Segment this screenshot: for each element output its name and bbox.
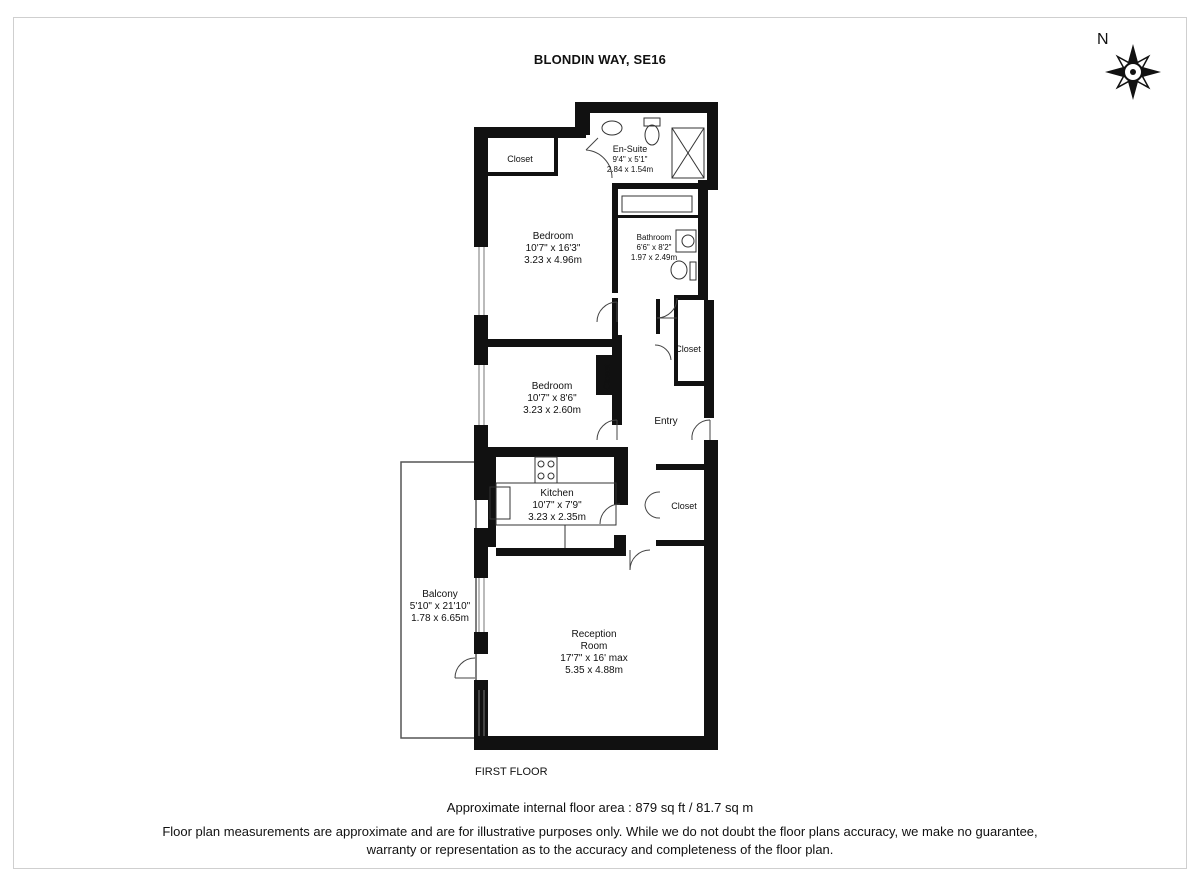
entry-name: Entry bbox=[654, 416, 678, 427]
kitchen-imperial: 10'7" x 7'9" bbox=[532, 500, 582, 511]
bedroom1-name: Bedroom bbox=[532, 231, 574, 242]
balcony-metric: 1.78 x 6.65m bbox=[411, 613, 469, 624]
bedroom1-metric: 3.23 x 4.96m bbox=[524, 255, 582, 266]
disclaimer-line-1: Floor plan measurements are approximate and are for illustrative purposes only. While we do not doubt the floor plans accuracy, we make no guarantee, bbox=[162, 824, 1038, 839]
ensuite-imperial: 9'4" x 5'1" bbox=[612, 155, 648, 164]
bathroom-imperial: 6'6" x 8'2" bbox=[636, 243, 672, 252]
balcony-outline bbox=[401, 462, 476, 738]
compass-rose-icon bbox=[1097, 31, 1164, 103]
bathroom-metric: 1.97 x 2.49m bbox=[630, 253, 678, 262]
compass-north-label: N bbox=[1097, 31, 1109, 48]
floor-name: FIRST FLOOR bbox=[475, 766, 548, 778]
reception-metric: 5.35 x 4.88m bbox=[565, 665, 623, 676]
area-text: Approximate internal floor area : 879 sq ft / 81.7 sq m bbox=[446, 800, 754, 815]
fixtures bbox=[490, 118, 704, 548]
kitchen-name: Kitchen bbox=[540, 488, 574, 499]
closet-label-top: Closet bbox=[507, 154, 533, 164]
disclaimer bbox=[60, 823, 1140, 859]
bathroom-name: Bathroom bbox=[636, 233, 672, 242]
door-swings bbox=[455, 138, 710, 678]
closet-label-entry-lower: Closet bbox=[671, 501, 697, 511]
closet-label-entry-upper: Closet bbox=[675, 344, 701, 354]
bedroom2-metric: 3.23 x 2.60m bbox=[523, 405, 581, 416]
reception-name-line1: Reception bbox=[571, 629, 617, 640]
balcony-name: Balcony bbox=[422, 589, 458, 600]
bedroom1-imperial: 10'7" x 16'3" bbox=[525, 243, 581, 254]
reception-name-line2: Room bbox=[580, 641, 608, 652]
interior-walls bbox=[488, 113, 704, 556]
room-labels bbox=[410, 144, 701, 676]
ensuite-name: En-Suite bbox=[612, 144, 648, 154]
bedroom2-name: Bedroom bbox=[531, 381, 573, 392]
reception-imperial: 17'7" x 16' max bbox=[560, 653, 628, 664]
balcony-imperial: 5'10" x 21'10" bbox=[409, 601, 471, 612]
kitchen-metric: 3.23 x 2.35m bbox=[528, 512, 586, 523]
closet-label-bedroom2: Closet bbox=[602, 364, 612, 390]
disclaimer-line-2: warranty or representation as to the accuracy and completeness of the floor plan. bbox=[366, 842, 834, 857]
bedroom2-imperial: 10'7" x 8'6" bbox=[527, 393, 577, 404]
plan-title: BLONDIN WAY, SE16 bbox=[533, 52, 667, 67]
ensuite-metric: 2.84 x 1.54m bbox=[606, 165, 654, 174]
